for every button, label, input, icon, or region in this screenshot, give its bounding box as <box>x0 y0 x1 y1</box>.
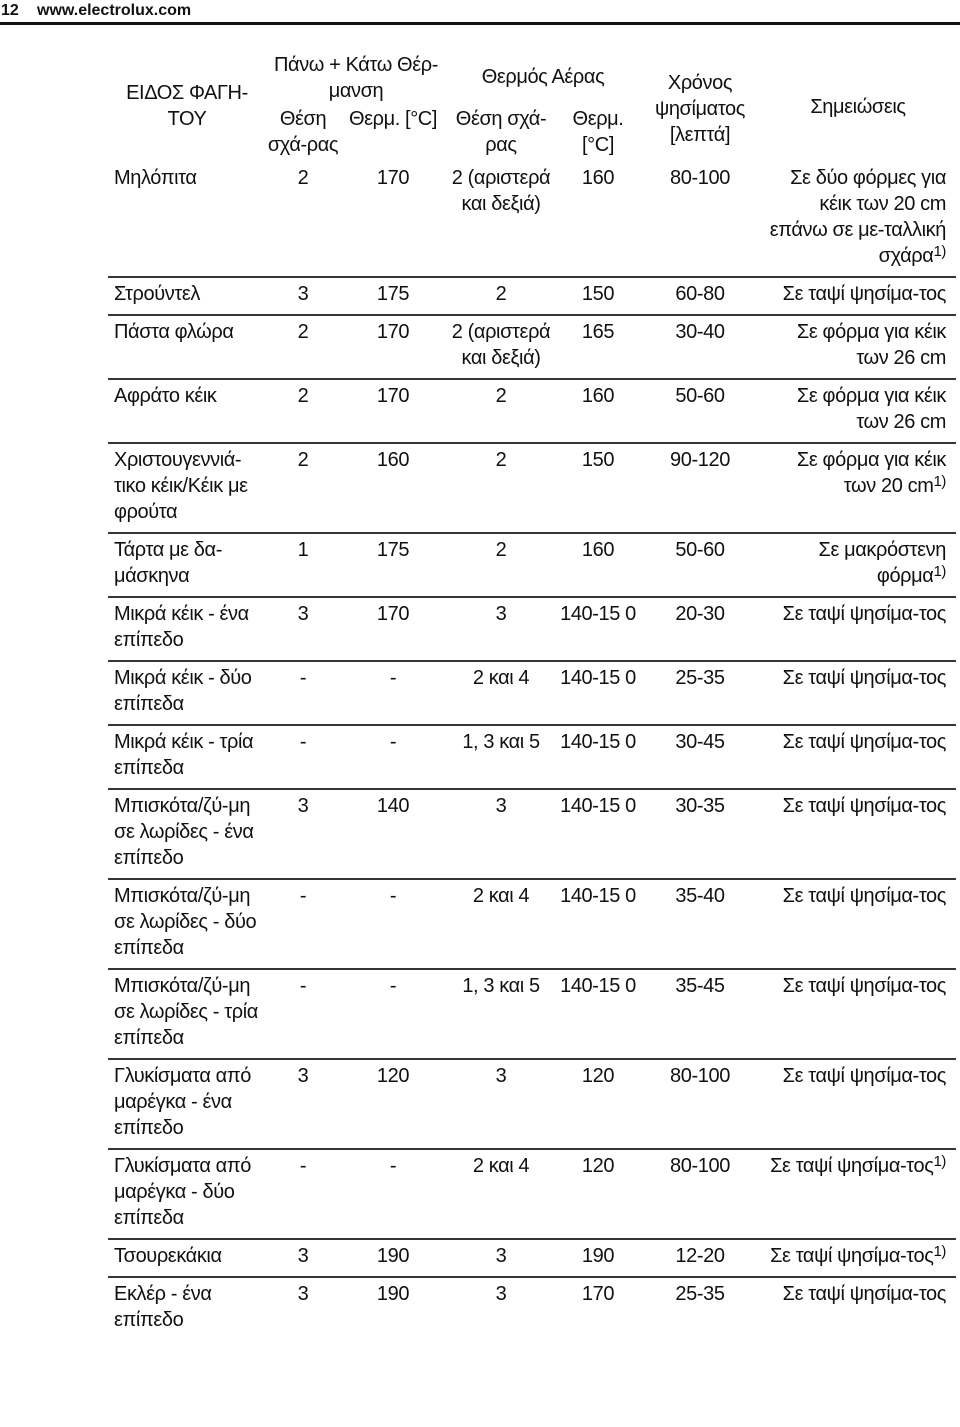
temp-fan-cell: 160 <box>556 379 640 443</box>
notes-text: Σε μακρόστενη φόρμα <box>818 539 946 587</box>
shelf-fan-cell: 2 <box>446 533 556 597</box>
temp-fan-cell: 140-15 0 <box>556 725 640 789</box>
footnote-marker: 1) <box>933 1153 946 1170</box>
header-shelf-1: Θέση σχά-ρας <box>267 108 339 156</box>
time-cell: 90-120 <box>640 443 760 533</box>
food-cell: Εκλέρ - ένα επίπεδο <box>114 1283 212 1331</box>
table-row <box>108 277 956 315</box>
food-cell: Τσουρεκάκια <box>108 1239 266 1277</box>
table-body <box>108 162 956 1340</box>
temp-conventional-cell: 160 <box>340 443 446 533</box>
time-cell: 80-100 <box>640 1059 760 1149</box>
temp-conventional-cell: - <box>340 969 446 1059</box>
notes-cell <box>760 533 956 597</box>
temp-conventional-cell: 190 <box>376 1283 410 1305</box>
shelf-conventional-cell: 3 <box>266 789 340 879</box>
shelf-conventional-cell: 2 <box>266 443 340 533</box>
shelf-conventional-cell: 3 <box>297 1283 309 1305</box>
temp-fan-cell: 140-15 0 <box>556 661 640 725</box>
shelf-conventional-cell: - <box>266 1149 340 1239</box>
notes-text: Σε ταψί ψησίμα-τος <box>770 1155 934 1177</box>
shelf-fan-cell: 3 <box>446 597 556 661</box>
time-cell: 80-100 <box>640 1149 760 1239</box>
food-cell: Μηλόπιτα <box>108 162 266 277</box>
header-temp-1: Θερμ. [°C] <box>348 108 438 130</box>
time-cell: 35-45 <box>640 969 760 1059</box>
temp-fan-cell: 160 <box>556 533 640 597</box>
food-cell: Μπισκότα/ζύ-μη σε λωρίδες - ένα επίπεδο <box>108 789 266 879</box>
temp-conventional-cell: - <box>340 725 446 789</box>
notes-cell <box>760 597 956 661</box>
shelf-fan-cell: 2 και 4 <box>446 1149 556 1239</box>
page-header <box>0 0 191 22</box>
footnote-marker: 1) <box>933 473 946 490</box>
time-cell: 60-80 <box>640 277 760 315</box>
notes-text: Σε ταψί ψησίμα-τος <box>782 283 946 305</box>
table-row <box>108 879 956 969</box>
temp-fan-cell: 140-15 0 <box>556 597 640 661</box>
header-time: Χρόνος ψησίματος [λεπτά] <box>654 72 746 146</box>
time-cell: 20-30 <box>640 597 760 661</box>
notes-cell <box>760 315 956 379</box>
temp-fan-cell: 150 <box>556 277 640 315</box>
shelf-conventional-cell: 1 <box>266 533 340 597</box>
food-cell: Μπισκότα/ζύ-μη σε λωρίδες - δύο επίπεδα <box>108 879 266 969</box>
header-food: ΕΙΔΟΣ ΦΑΓΗ-ΤΟΥ <box>126 82 248 130</box>
notes-text: Σε ταψί ψησίμα-τος <box>782 1283 946 1305</box>
header-notes: Σημειώσεις <box>810 96 906 118</box>
temp-conventional-cell: - <box>340 1149 446 1239</box>
time-cell: 30-35 <box>640 789 760 879</box>
shelf-conventional-cell: - <box>266 661 340 725</box>
temp-fan-cell: 150 <box>556 443 640 533</box>
table-row <box>108 1149 956 1239</box>
shelf-fan-cell: 2 (αριστερά και δεξιά) <box>446 162 556 277</box>
notes-cell <box>760 1277 956 1340</box>
notes-cell <box>760 379 956 443</box>
table-row <box>108 315 956 379</box>
notes-text: Σε ταψί ψησίμα-τος <box>782 795 946 817</box>
notes-text: Σε φόρμα για κέικ των 20 cm <box>796 449 946 497</box>
food-cell: Χριστουγεννιά-τικο κέικ/Κέικ με φρούτα <box>108 443 266 533</box>
temp-conventional-cell: 170 <box>340 597 446 661</box>
time-cell: 25-35 <box>640 661 760 725</box>
table-row <box>108 725 956 789</box>
table-row <box>108 443 956 533</box>
food-cell: Μικρά κέικ - ένα επίπεδο <box>108 597 266 661</box>
notes-text: Σε ταψί ψησίμα-τος <box>770 1245 934 1267</box>
time-cell: 50-60 <box>640 533 760 597</box>
temp-fan-cell: 140-15 0 <box>556 969 640 1059</box>
shelf-conventional-cell: 3 <box>266 597 340 661</box>
food-cell: Γλυκίσματα από μαρέγκα - ένα επίπεδο <box>108 1059 266 1149</box>
notes-text: Σε ταψί ψησίμα-τος <box>782 731 946 753</box>
baking-table <box>108 44 956 1340</box>
notes-text: Σε δύο φόρμες για κέικ των 20 cm επάνω σε με-ταλλική σχάρα <box>769 167 946 267</box>
food-cell: Πάστα φλώρα <box>108 315 266 379</box>
footnote-marker: 1) <box>933 563 946 580</box>
notes-cell <box>760 1149 956 1239</box>
page-number: 12 <box>1 2 19 19</box>
food-cell: Στρούντελ <box>108 277 266 315</box>
time-cell: 30-40 <box>640 315 760 379</box>
table-row <box>108 597 956 661</box>
table-row <box>108 789 956 879</box>
temp-fan-cell: 170 <box>581 1283 615 1305</box>
shelf-fan-cell: 2 <box>446 277 556 315</box>
notes-cell <box>760 1059 956 1149</box>
shelf-conventional-cell: 2 <box>266 315 340 379</box>
table-row <box>108 1059 956 1149</box>
notes-text: Σε ταψί ψησίμα-τος <box>782 1065 946 1087</box>
temp-conventional-cell: 175 <box>340 533 446 597</box>
shelf-fan-cell: 1, 3 και 5 <box>446 725 556 789</box>
header-group-fan: Θερμός Αέρας <box>481 66 605 88</box>
shelf-fan-cell: 3 <box>446 789 556 879</box>
shelf-conventional-cell: - <box>266 879 340 969</box>
temp-fan-cell: 140-15 0 <box>556 879 640 969</box>
temp-conventional-cell: - <box>340 879 446 969</box>
table-row <box>108 661 956 725</box>
shelf-fan-cell: 2 και 4 <box>446 879 556 969</box>
temp-conventional-cell: 120 <box>340 1059 446 1149</box>
table-row <box>108 1277 956 1340</box>
shelf-conventional-cell: 2 <box>266 162 340 277</box>
temp-fan-cell: 120 <box>556 1059 640 1149</box>
temp-fan-cell: 190 <box>556 1239 640 1277</box>
shelf-fan-cell: 1, 3 και 5 <box>446 969 556 1059</box>
temp-conventional-cell: - <box>340 661 446 725</box>
notes-cell <box>760 725 956 789</box>
food-cell: Τάρτα με δα-μάσκηνα <box>108 533 266 597</box>
header-group-conventional: Πάνω + Κάτω Θέρ-μανση <box>274 54 438 102</box>
notes-cell <box>760 661 956 725</box>
notes-cell <box>760 969 956 1059</box>
temp-fan-cell: 120 <box>556 1149 640 1239</box>
notes-cell <box>760 162 956 277</box>
table-row <box>108 1239 956 1277</box>
notes-cell <box>760 1239 956 1277</box>
footnote-marker: 1) <box>933 1243 946 1260</box>
table-row <box>108 969 956 1059</box>
shelf-fan-cell: 3 <box>495 1283 507 1305</box>
header-rule <box>0 22 960 25</box>
food-cell: Αφράτο κέικ <box>108 379 266 443</box>
notes-text: Σε φόρμα για κέικ των 26 cm <box>796 385 946 433</box>
shelf-fan-cell: 2 <box>446 379 556 443</box>
notes-text: Σε ταψί ψησίμα-τος <box>782 603 946 625</box>
time-cell: 30-45 <box>640 725 760 789</box>
header-temp-2: Θερμ. [°C] <box>572 108 624 156</box>
shelf-conventional-cell: 3 <box>266 277 340 315</box>
notes-text: Σε ταψί ψησίμα-τος <box>782 885 946 907</box>
time-cell: 35-40 <box>640 879 760 969</box>
notes-text: Σε ταψί ψησίμα-τος <box>782 975 946 997</box>
shelf-fan-cell: 2 <box>446 443 556 533</box>
shelf-conventional-cell: - <box>266 725 340 789</box>
temp-conventional-cell: 170 <box>340 315 446 379</box>
shelf-fan-cell: 3 <box>446 1059 556 1149</box>
shelf-conventional-cell: 3 <box>266 1239 340 1277</box>
temp-fan-cell: 160 <box>556 162 640 277</box>
notes-cell <box>760 277 956 315</box>
time-cell: 80-100 <box>640 162 760 277</box>
temp-fan-cell: 165 <box>556 315 640 379</box>
temp-conventional-cell: 170 <box>340 379 446 443</box>
temp-conventional-cell: 175 <box>340 277 446 315</box>
shelf-fan-cell: 3 <box>446 1239 556 1277</box>
temp-conventional-cell: 140 <box>340 789 446 879</box>
time-cell: 25-35 <box>675 1283 725 1305</box>
shelf-fan-cell: 2 (αριστερά και δεξιά) <box>446 315 556 379</box>
shelf-fan-cell: 2 και 4 <box>446 661 556 725</box>
temp-fan-cell: 140-15 0 <box>556 789 640 879</box>
temp-conventional-cell: 190 <box>340 1239 446 1277</box>
shelf-conventional-cell: 2 <box>266 379 340 443</box>
notes-cell <box>760 789 956 879</box>
temp-conventional-cell: 170 <box>340 162 446 277</box>
food-cell: Μικρά κέικ - τρία επίπεδα <box>108 725 266 789</box>
table-row <box>108 162 956 277</box>
time-cell: 50-60 <box>640 379 760 443</box>
notes-cell <box>760 443 956 533</box>
table-row <box>108 379 956 443</box>
header-shelf-2: Θέση σχά-ρας <box>455 108 547 156</box>
food-cell: Μικρά κέικ - δύο επίπεδα <box>108 661 266 725</box>
footnote-marker: 1) <box>933 243 946 260</box>
shelf-conventional-cell: 3 <box>266 1059 340 1149</box>
site-url: www.electrolux.com <box>37 2 192 19</box>
food-cell: Μπισκότα/ζύ-μη σε λωρίδες - τρία επίπεδα <box>108 969 266 1059</box>
table-row <box>108 533 956 597</box>
time-cell: 12-20 <box>640 1239 760 1277</box>
notes-text: Σε φόρμα για κέικ των 26 cm <box>796 321 946 369</box>
notes-text: Σε ταψί ψησίμα-τος <box>782 667 946 689</box>
food-cell: Γλυκίσματα από μαρέγκα - δύο επίπεδα <box>108 1149 266 1239</box>
notes-cell <box>760 879 956 969</box>
shelf-conventional-cell: - <box>266 969 340 1059</box>
